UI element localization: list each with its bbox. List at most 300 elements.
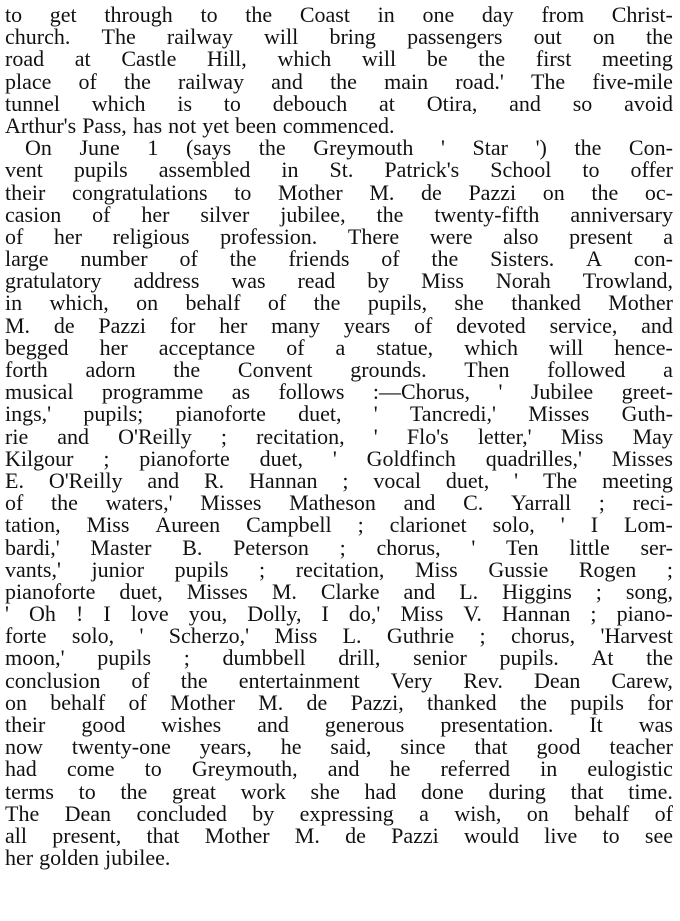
word: and	[403, 490, 436, 516]
word: At	[591, 645, 614, 671]
word: '	[498, 379, 503, 405]
word: railway	[178, 68, 245, 94]
text-line	[5, 223, 673, 249]
word: L.	[342, 623, 362, 649]
word: the	[124, 68, 151, 94]
word: ;	[339, 534, 346, 560]
word: Rev.	[463, 667, 503, 693]
word: generous	[324, 712, 405, 737]
word: Norah	[495, 268, 551, 294]
word: to	[78, 778, 96, 804]
word: Tancredi,'	[409, 401, 497, 427]
word: the	[313, 290, 341, 316]
word: recitation,	[256, 423, 345, 449]
word: Mother	[170, 689, 235, 715]
word: he	[280, 734, 302, 760]
word: passengers	[407, 24, 503, 50]
text-line	[5, 847, 673, 869]
word: and	[257, 712, 289, 737]
word: as	[231, 379, 251, 405]
word: Peterson	[233, 534, 309, 560]
text-line	[5, 423, 673, 449]
text-line	[5, 534, 673, 560]
text-line	[5, 467, 673, 493]
word: Dolly,	[247, 601, 302, 627]
word: Lom-	[624, 512, 673, 538]
word: their	[5, 712, 46, 737]
word: oc-	[644, 179, 673, 205]
word: work	[240, 778, 286, 804]
word: time.	[628, 778, 673, 804]
word: Master	[90, 534, 152, 560]
word: rie	[5, 423, 29, 449]
text-line	[5, 647, 673, 669]
word: twenty-one	[71, 734, 171, 760]
word: yet	[202, 112, 230, 138]
word: would	[464, 822, 520, 848]
word: by	[252, 800, 275, 826]
word: teacher	[609, 734, 673, 760]
word: get	[49, 2, 77, 27]
word: Hannan	[501, 601, 571, 627]
word: to	[223, 90, 241, 116]
word: since	[400, 734, 446, 760]
word: read	[297, 268, 336, 294]
word: chorus,	[376, 534, 441, 560]
word: E.	[5, 467, 24, 493]
word: solo,	[492, 512, 535, 538]
word: and	[327, 756, 360, 782]
word: which,	[49, 290, 109, 316]
word: see	[644, 822, 673, 848]
word: terms	[5, 778, 54, 804]
word: The	[5, 800, 40, 826]
word: profession.	[220, 223, 318, 249]
word: Oh	[29, 601, 56, 627]
word: follows	[278, 379, 345, 405]
word: :—Chorus,	[372, 379, 471, 405]
word: !	[75, 601, 84, 627]
word: of	[78, 68, 97, 94]
word: Very	[390, 667, 433, 693]
word: you,	[188, 601, 228, 627]
word: clarionet	[389, 512, 467, 538]
text-line	[5, 603, 673, 625]
word: gratulatory	[5, 268, 102, 294]
text-line	[5, 90, 673, 116]
word: ;	[259, 556, 266, 582]
word: solo,	[71, 623, 115, 649]
text-line	[5, 822, 673, 848]
word: their	[5, 179, 46, 205]
word: her	[141, 201, 170, 227]
word: C.	[463, 490, 484, 516]
word: her	[219, 312, 248, 338]
word: ;	[598, 490, 605, 516]
word: of	[5, 490, 24, 516]
text-line	[5, 179, 673, 205]
word: debouch	[272, 90, 348, 116]
word: one	[422, 2, 455, 27]
word: Greymouth,	[191, 756, 298, 782]
word: vent	[5, 157, 43, 183]
word: ')	[535, 135, 547, 161]
word: vocal	[373, 467, 421, 493]
word: senior	[413, 645, 467, 671]
word: M.	[258, 689, 284, 715]
word: the	[376, 201, 404, 227]
word: first	[535, 46, 572, 72]
word: church.	[5, 24, 71, 50]
word: her	[53, 223, 82, 249]
word: Misses	[528, 401, 590, 427]
word: address	[133, 268, 200, 294]
word: chorus,	[510, 623, 576, 649]
word: behalf	[50, 689, 106, 715]
word: present	[569, 223, 633, 249]
word: Guth-	[621, 401, 673, 427]
word: which	[277, 46, 332, 72]
word: L.	[459, 578, 479, 604]
word: Christ-	[611, 2, 673, 27]
word: that	[570, 778, 604, 804]
word: he	[389, 756, 411, 782]
word: will	[549, 334, 584, 360]
word: to	[234, 179, 252, 205]
word: The	[542, 467, 578, 493]
word: on	[136, 290, 159, 316]
word: Goldfinch	[366, 445, 456, 471]
word: her	[5, 845, 34, 871]
word: tation,	[5, 512, 61, 538]
word: B.	[182, 534, 203, 560]
word: the	[330, 68, 357, 94]
word: thanked	[427, 689, 497, 715]
word: '	[373, 401, 378, 427]
word: bardi,'	[5, 534, 60, 560]
word: twenty-fifth	[434, 201, 540, 227]
word: Miss	[400, 601, 444, 627]
word: road.'	[455, 68, 504, 94]
word: be	[426, 46, 448, 72]
text-line	[5, 445, 673, 471]
word: little	[569, 534, 610, 560]
word: not	[168, 112, 197, 138]
word: to	[5, 2, 23, 27]
word: of	[131, 667, 150, 693]
word: and	[57, 423, 90, 449]
word: '	[332, 445, 337, 471]
word: adorn	[85, 357, 136, 382]
word: con-	[633, 246, 673, 272]
word: will	[361, 46, 397, 72]
word: also	[503, 223, 539, 249]
word: the	[120, 778, 148, 804]
word: de	[345, 822, 366, 848]
word: the	[431, 246, 459, 272]
word: avoid	[624, 90, 673, 116]
text-line	[5, 578, 673, 604]
text-line	[5, 381, 673, 403]
word: presentation.	[440, 712, 554, 737]
word: 1	[147, 135, 159, 161]
word: present,	[52, 822, 122, 848]
word: offer	[630, 157, 673, 183]
word: pupils	[570, 689, 624, 715]
word: her	[99, 334, 128, 360]
word: on	[5, 689, 27, 715]
word: in	[281, 157, 299, 183]
word: duet,	[259, 445, 303, 471]
word: and	[509, 90, 541, 116]
word: drill,	[338, 645, 381, 671]
word: acceptance	[158, 334, 256, 360]
word: de	[53, 312, 75, 338]
word: wishes	[161, 712, 222, 737]
word: I	[103, 601, 111, 627]
word: were	[429, 223, 473, 249]
word: meeting	[602, 46, 673, 72]
word: a	[663, 357, 673, 382]
word: the	[229, 246, 257, 272]
word: Dean	[533, 667, 581, 693]
word: pianoforte	[5, 578, 96, 604]
word: June	[79, 135, 120, 161]
word: hence-	[614, 334, 673, 360]
word: assembled	[158, 157, 251, 183]
word: R.	[203, 467, 225, 493]
word: ;	[590, 601, 597, 627]
word: a	[419, 800, 429, 826]
word: at	[74, 46, 91, 72]
text-line	[5, 736, 673, 758]
word: '	[441, 135, 445, 161]
word: of	[286, 334, 305, 360]
word: On	[25, 135, 52, 161]
word: It	[589, 712, 603, 737]
word: pupils,	[367, 290, 428, 316]
text-line	[5, 334, 673, 360]
word: School	[490, 157, 552, 183]
word: reci-	[632, 490, 673, 516]
word: Mother	[204, 822, 270, 848]
word: dumbbell	[222, 645, 306, 671]
article-text	[5, 4, 673, 869]
word: Star	[472, 135, 508, 161]
word: which	[464, 334, 518, 360]
word: V.	[463, 601, 482, 627]
word: May	[632, 423, 673, 449]
text-line	[5, 4, 673, 26]
word: Miss	[560, 423, 604, 449]
word: referred	[440, 756, 511, 782]
word: Hannan	[249, 467, 318, 493]
word: through	[104, 2, 173, 27]
word: Misses	[200, 490, 262, 516]
word: Miss	[86, 512, 130, 538]
word: Pazzi	[98, 312, 147, 338]
word: pupils	[174, 556, 229, 582]
word: jubilee.	[104, 845, 171, 871]
word: commenced.	[282, 112, 395, 138]
word: Kilgour	[5, 445, 74, 471]
word: said,	[330, 734, 372, 760]
word: the	[258, 135, 286, 161]
word: waters,'	[105, 490, 173, 516]
word: recitation,	[295, 556, 385, 582]
text-line	[5, 48, 673, 70]
word: Miss	[274, 623, 318, 649]
word: of	[179, 246, 198, 272]
word: do,'	[348, 601, 381, 627]
word: conclusion	[5, 667, 101, 693]
word: Jubilee	[530, 379, 594, 405]
text-line	[5, 312, 673, 338]
word: ings,'	[5, 401, 52, 427]
word: Pazzi	[391, 822, 439, 848]
word: ;	[595, 578, 602, 604]
word: good	[81, 712, 126, 737]
word: There	[347, 223, 400, 249]
word: Pazzi	[468, 179, 517, 205]
word: behalf	[185, 290, 241, 316]
word: come	[66, 756, 115, 782]
word: duet,	[298, 401, 342, 427]
word: on	[542, 179, 565, 205]
word: Matheson	[289, 490, 376, 516]
word: I	[590, 512, 599, 538]
word: in	[377, 2, 395, 27]
word: religious	[112, 223, 190, 249]
word: Trowland,	[582, 268, 673, 294]
word: devoted	[456, 312, 526, 338]
word: Miss	[421, 268, 464, 294]
word: is	[177, 90, 193, 116]
word: statue,	[376, 334, 434, 360]
text-line	[5, 112, 673, 138]
word: the	[646, 24, 673, 50]
word: '	[560, 512, 565, 538]
word: concluded	[136, 800, 227, 826]
word: M.	[271, 578, 297, 604]
word: ;	[183, 645, 190, 671]
word: service,	[549, 312, 618, 338]
text-line	[5, 137, 673, 159]
word: pupils	[73, 157, 128, 183]
word: St.	[329, 157, 354, 183]
word: by	[367, 268, 390, 294]
word: during	[488, 778, 546, 804]
word: pianoforte	[175, 401, 266, 427]
word: so	[572, 90, 593, 116]
word: road	[5, 46, 45, 72]
word: the	[646, 645, 673, 671]
word: had	[364, 778, 397, 804]
word: the	[519, 689, 547, 715]
word: at	[379, 90, 395, 116]
word: piano-	[616, 601, 673, 627]
word: jubilee,	[280, 201, 346, 227]
word: of	[128, 689, 147, 715]
word: she	[454, 290, 484, 316]
word: the	[173, 357, 201, 382]
word: Gussie	[488, 556, 549, 582]
word: of	[654, 800, 673, 826]
word: The	[101, 24, 136, 50]
word: ;	[666, 556, 673, 582]
word: on	[592, 24, 615, 50]
word: ;	[103, 445, 110, 471]
word: main	[384, 68, 429, 94]
word: Pass,	[82, 112, 127, 138]
word: followed	[547, 357, 626, 382]
word: pupils.	[499, 645, 559, 671]
word: railway	[166, 24, 233, 50]
word: Misses	[611, 445, 673, 471]
word: from	[541, 2, 585, 27]
word: Greymouth	[313, 135, 414, 161]
word: Higgins	[502, 578, 572, 604]
word: '	[373, 423, 378, 449]
word: anniversary	[570, 201, 673, 227]
word: Arthur's	[5, 112, 77, 138]
word: duet,	[445, 467, 490, 493]
word: number	[80, 246, 148, 272]
word: Sisters.	[490, 246, 555, 272]
word: Then	[464, 357, 510, 382]
text-line	[5, 800, 673, 826]
text-line	[5, 26, 673, 48]
word: vants,'	[5, 556, 61, 582]
word: moon,'	[5, 645, 65, 671]
word: '	[514, 467, 519, 493]
word: has	[132, 112, 163, 138]
word: Guthrie	[386, 623, 455, 649]
word: congratulations	[71, 179, 208, 205]
word: ser-	[640, 534, 673, 560]
word: quadrilles,'	[485, 445, 582, 471]
word: Mother	[608, 290, 673, 316]
word: the	[180, 667, 208, 693]
word: Campbell	[246, 512, 332, 538]
word: Otira,	[426, 90, 478, 116]
text-line	[5, 270, 673, 292]
word: and	[271, 68, 303, 94]
word: to	[144, 756, 162, 782]
word: pupils;	[83, 401, 144, 427]
word: A	[586, 246, 603, 272]
word: done	[421, 778, 464, 804]
word: ;	[479, 623, 486, 649]
word: The	[530, 68, 566, 94]
word: live	[544, 822, 578, 848]
word: Aureen	[155, 512, 221, 538]
text-line	[5, 758, 673, 780]
word: greet-	[621, 379, 673, 405]
word: wish,	[454, 800, 502, 826]
word: place	[5, 68, 52, 94]
word: tunnel	[5, 90, 60, 116]
word: 'Harvest	[600, 623, 673, 649]
word: day	[481, 2, 514, 27]
word: and	[641, 312, 673, 338]
word: de	[306, 689, 328, 715]
word: of	[381, 246, 400, 272]
word: ;	[342, 467, 349, 493]
text-line	[5, 403, 673, 425]
word: pupils	[97, 645, 152, 671]
word: Mother	[277, 179, 343, 205]
